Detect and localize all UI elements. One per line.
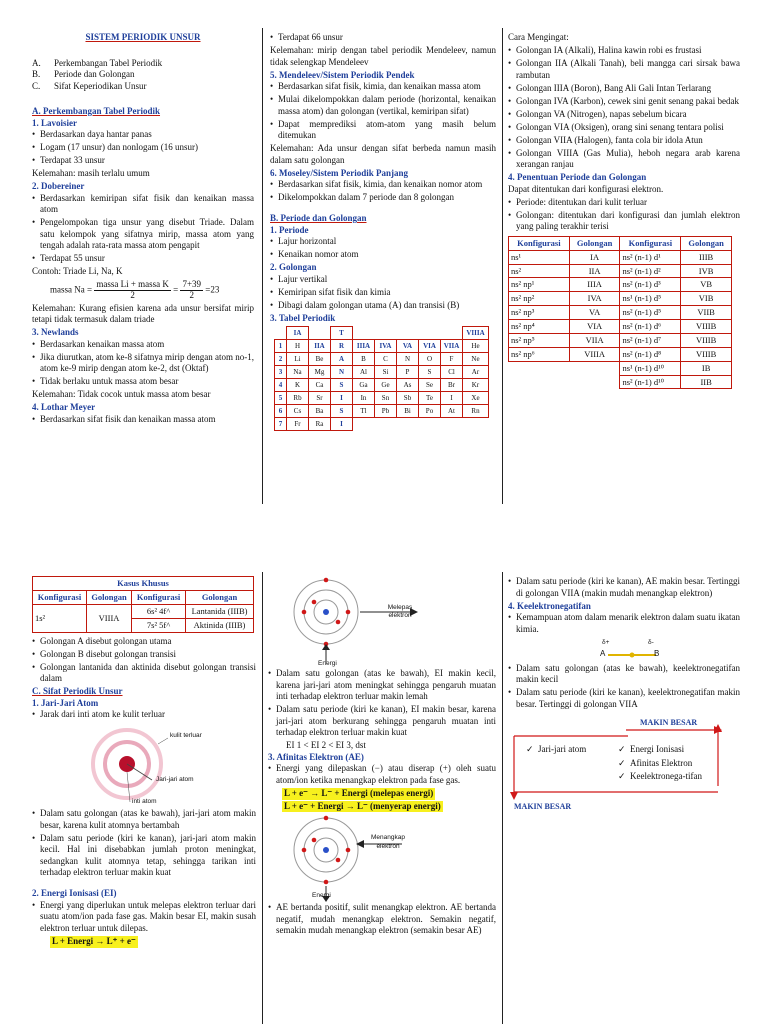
list-item: • Jika diurutkan, atom ke-8 sifatnya mirip dengan atom no-1, atom ke-9 mirip dengan atom ke-2, dst (Oktaf) (32, 352, 254, 375)
table-row: Konfigurasi Golongan Konfigurasi Golongan (509, 236, 732, 250)
column-divider-2 (502, 28, 503, 504)
table-row: 6 Cs Ba S Tl Pb Bi Po At Rn (275, 405, 489, 418)
table-row: 7 Fr Ra I (275, 418, 489, 431)
document-title: SISTEM PERIODIK UNSUR (85, 32, 201, 42)
list-item: • Dalam satu periode (kiri ke kanan), jari-jari atom makin kecil. Hal ini disebabkan jumlah proton meningkat, sedangkan kulit atomnya tetap, sehingga tarikan inti terhadap elektron terluar makin kuat (32, 833, 256, 879)
label-release-electron: Melepas elektron (387, 604, 413, 620)
label-delta-plus: δ+ (602, 638, 610, 646)
table-row: Konfigurasi Golongan Konfigurasi Golongan (33, 590, 254, 604)
lavoisier-heading: 1. Lavoisier (32, 117, 77, 128)
configuration-table (508, 236, 732, 390)
list-item: • Kemiripan sifat fisik dan kimia (270, 287, 496, 299)
list-item: • Dalam satu periode (kiri ke kanan), AE makin besar. Tertinggi di golongan VIIA (makin mudah menangkap elektron) (508, 576, 740, 599)
column-divider-3 (262, 572, 263, 1024)
list-item: • Dapat memprediksi atom-atom yang masih belum ditemukan (270, 119, 496, 142)
toc-item: A. Perkembangan Tabel Periodik (32, 57, 163, 68)
penentuan-heading: 4. Penentuan Periode dan Golongan (508, 172, 647, 183)
list-item: • Golongan B disebut golongan transisi (32, 649, 256, 661)
electron-affinity-heading: 3. Afinitas Elektron (AE) (268, 751, 364, 762)
list-item: • Kemampuan atom dalam menarik elektron dalam suatu ikatan kimia. (508, 612, 740, 635)
list-item: • Periode: ditentukan dari kulit terluar (508, 197, 740, 209)
affinity-diagram (268, 812, 496, 902)
list-item: • Dalam satu periode (kiri ke kanan), EI makin besar, karena jari-jari atom berkurang sehingga pengaruh muatan inti terhadap elektron terluar makin kuat (268, 704, 496, 739)
electronegativity-heading: 4. Keelektronegatifan (508, 600, 591, 611)
table-row: 7s² 5f^ Aktinida (IIIB) (33, 618, 254, 632)
list-item: • Terdapat 33 unsur (32, 155, 254, 167)
list-item: • Lajur horizontal (270, 236, 496, 248)
list-item: • Golongan: ditentukan dari konfigurasi dan jumlah elektron yang paling terakhir terisi (508, 210, 740, 233)
table-row: 5 Rb Sr I In Sn Sb Te I Xe (275, 392, 489, 405)
list-item: • Lajur vertikal (270, 274, 496, 286)
newlands-heading: 3. Newlands (32, 327, 79, 338)
triade-equation: massa Na = $\frac{\text{massa Li + massa K}}{2}$ = $\frac{7+39}{2}$ =23 (50, 278, 220, 300)
column-divider-4 (502, 572, 503, 1024)
list-item: • Berdasarkan kemiripan sifat fisik dan kenaikan massa atom (32, 193, 254, 216)
table-row: ns² np⁵ VIIA ns² (n-1) d⁷ VIIIB (509, 333, 732, 347)
lothar-meyer-heading: 4. Lothar Meyer (32, 402, 96, 413)
table-row: ns² np² IVA ns¹ (n-1) d⁵ VIB (509, 292, 732, 306)
list-item: • Golongan VIIIA (Gas Mulia), heboh negara arab karena xerangan ranjau (508, 148, 740, 171)
list-item: • Pengelompokan tiga unsur yang disebut Triade. Dalam satu kelompok yang sifatnya mirip, massa atom yang tengah adalah rata-rata massa atom pengapit (32, 217, 254, 252)
label-energy: Energi (318, 660, 337, 667)
dipole-diagram (508, 637, 740, 663)
list-item: • Golongan IIA (Alkali Tanah), beli mangga cari sirsak bawa rambutan (508, 58, 740, 81)
dobereiner-weakness: Kelemahan: Kurang efisien karena ada unsur bersifat mirip tetapi tidak termasuk dalam triade (32, 302, 254, 325)
page2-column1 (32, 576, 256, 1024)
mendeleev-heading: 5. Mendeleev/Sistem Periodik Pendek (270, 69, 415, 80)
list-item: • Mulai dikelompokkan dalam periode (horizontal, kenaikan massa atom) dan golongan (vertikal, kemiripan sifat) (270, 94, 496, 117)
list-item: • Logam (17 unsur) dan nonlogam (16 unsur) (32, 142, 254, 154)
column-divider-1 (262, 28, 263, 504)
list-item: • Golongan IIIA (Boron), Bang Ali Gali Intan Terlarang (508, 83, 740, 95)
atom-diagram (282, 812, 482, 902)
trend-label-top: MAKIN BESAR (640, 718, 698, 728)
list-item: ✓ Energi Ionisasi (618, 744, 708, 756)
list-item: • Dalam satu golongan (atas ke bawah), keelektronegatifan makin kecil (508, 663, 740, 686)
table-row: ns² np⁴ VIA ns² (n-1) d⁶ VIIIB (509, 320, 732, 334)
label-delta-minus: δ- (648, 638, 654, 646)
label-energy: Energi (312, 892, 331, 900)
mnemonic-heading: Cara Mengingat: (508, 32, 569, 42)
mendeleev-weakness: Kelemahan: Ada unsur dengan sifat berbeda namun masih dalam satu golongan (270, 143, 496, 165)
label-radius: Jari-jari atom (156, 776, 194, 784)
atom-diagram (282, 576, 482, 668)
list-item: ✓ Keelektronega-tifan (618, 771, 708, 783)
section-a-heading: A. Perkembangan Tabel Periodik (32, 106, 161, 117)
page2-column3 (508, 576, 740, 1024)
list-item: • Berdasarkan daya hantar panas (32, 129, 254, 141)
table-row: ns¹ (n-1) d¹⁰ IB (509, 361, 732, 375)
section-b-heading: B. Periode dan Golongan (270, 213, 367, 224)
table-row: 2 Li Be A B C N O F Ne (275, 353, 489, 366)
list-item: • Golongan VA (Nitrogen), napas sebelum bicara (508, 109, 740, 121)
list-item: • Kenaikan nomor atom (270, 249, 496, 261)
periode-heading: 1. Periode (270, 224, 309, 235)
list-item: • AE bertanda positif, sulit menangkap elektron. AE bertanda negatif, mudah menangkap elektron. Semakin negatif, semakin mudah menangkap elektron (semakin besar AE) (268, 902, 496, 937)
list-item: • Berdasarkan sifat fisik dan kenaikan massa atom (32, 414, 254, 426)
label-atom-b: B (654, 648, 660, 658)
list-item: • Terdapat 55 unsur (32, 253, 254, 265)
list-item: • Energi yang diperlukan untuk melepas elektron terluar dari suatu atom/ion pada fase gas. Makin besar EI, makin susah elektron terluar untuk dilepas. (32, 900, 256, 935)
lothar-weakness: Kelemahan: mirip dengan tabel periodik Mendeleev, namun tidak selengkap Mendeleev (270, 45, 496, 67)
list-item: • Golongan IVA (Karbon), cewek sini genit senang pakai bedak (508, 96, 740, 108)
table-row: 1s² VIIIA 6s² 4f^ Lantanida (IIIB) (33, 604, 254, 618)
list-item: • Golongan VIA (Oksigen), orang sini senang tentara polisi (508, 122, 740, 134)
ionization-diagram (268, 576, 496, 668)
ei-order: EI 1 < EI 2 < EI 3, dst (286, 740, 366, 751)
table-row: Kasus Khusus (33, 577, 254, 591)
table-row: ns² (n-1) d¹⁰ IIB (509, 375, 732, 389)
penentuan-text: Dapat ditentukan dari konfigurasi elektron. (508, 183, 664, 194)
periodic-table-heading: 3. Tabel Periodik (270, 312, 336, 323)
list-item: • Dalam satu golongan (atas ke bawah), EI makin kecil, karena jari-jari atom meningkat sehingga pengaruh muatan inti terhadap elektron terluar makin lemah (268, 668, 496, 703)
list-item: • Dibagi dalam golongan utama (A) dan transisi (B) (270, 300, 496, 312)
list-item: • Dalam satu periode (kiri ke kanan), keelektronegatifan makin besar. Tertinggi di golongan VIIA (508, 687, 740, 710)
trend-list-right (618, 744, 708, 785)
toc-list (32, 58, 254, 93)
trend-label-bottom: MAKIN BESAR (514, 802, 572, 812)
table-row: 1 H IIA R IIIA IVA VA VIA VIIA He (275, 340, 489, 353)
lavoisier-weakness: Kelemahan: masih terlalu umum (32, 168, 150, 179)
toc-item: C. Sifat Keperiodikan Unsur (32, 80, 147, 91)
section-c-heading: C. Sifat Periodik Unsur (32, 686, 123, 697)
table-row: ns² IIA ns² (n-1) d² IVB (509, 264, 732, 278)
atomic-radius-heading: 1. Jari-Jari Atom (32, 697, 99, 708)
list-item: • Golongan VIIA (Halogen), fanta cola bir idola Atun (508, 135, 740, 147)
trend-diagram (508, 718, 740, 822)
affinity-equation-2: L + e⁻ + Energi → L⁻ (menyerap energi) (284, 800, 441, 811)
atom-radius-diagram (32, 722, 256, 808)
golongan-heading: 2. Golongan (270, 262, 317, 273)
label-nucleus: inti atom (132, 798, 157, 806)
affinity-equation-1: L + e⁻ → L⁻ + Energi (melepas energi) (284, 788, 434, 799)
list-item: • Dalam satu golongan (atas ke bawah), jari-jari atom makin besar, karena kulit atomnya bertambah (32, 808, 256, 831)
label-capture-electron: Menangkap elektron (371, 834, 405, 850)
list-item: • Tidak berlaku untuk massa atom besar (32, 376, 254, 388)
list-item: • Jarak dari inti atom ke kulit terluar (32, 709, 256, 721)
page1-column3 (508, 32, 740, 502)
list-item: • Berdasarkan sifat fisik, kimia, dan kenaikan nomor atom (270, 179, 496, 191)
list-item: • Dikelompokkan dalam 7 periode dan 8 golongan (270, 192, 496, 204)
table-row: 4 K Ca S Ga Ge As Se Br Kr (275, 379, 489, 392)
table-row: ns² np¹ IIIA ns² (n-1) d³ VB (509, 278, 732, 292)
special-case-table (32, 576, 254, 633)
list-item: • Energi yang dilepaskan (−) atau diserap (+) oleh suatu atom/ion ketika menangkap elektron pada fase gas. (268, 763, 496, 786)
list-item: • Berdasarkan sifat fisik, kimia, dan kenaikan massa atom (270, 81, 496, 93)
page1-column1 (32, 32, 254, 502)
ionization-heading: 2. Energi Ionisasi (EI) (32, 888, 117, 899)
page2-column2 (268, 576, 496, 1024)
label-outer-shell: kulit terluar (170, 732, 202, 740)
moseley-heading: 6. Moseley/Sistem Periodik Panjang (270, 167, 408, 178)
triade-example: Contoh: Triade Li, Na, K (32, 266, 123, 277)
periodic-table (274, 326, 489, 431)
toc-item: B. Periode dan Golongan (32, 69, 135, 80)
table-row: 3 Na Mg N Al Si P S Cl Ar (275, 366, 489, 379)
trend-item-left: ✓ Jari-jari atom (526, 744, 606, 756)
list-item: • Golongan A disebut golongan utama (32, 636, 256, 648)
label-atom-a: A (600, 648, 606, 658)
newlands-weakness: Kelemahan: Tidak cocok untuk massa atom besar (32, 389, 211, 400)
list-item: • Golongan IA (Alkali), Halina kawin robi es frustasi (508, 45, 740, 57)
list-item: • Terdapat 66 unsur (270, 32, 496, 44)
table-row: ns² np⁶ VIIIA ns² (n-1) d⁸ VIIIB (509, 347, 732, 361)
ionization-equation: L + Energi → L⁺ + e⁻ (52, 936, 136, 947)
page1-column2 (270, 32, 496, 502)
list-item: ✓ Afinitas Elektron (618, 758, 708, 770)
dobereiner-heading: 2. Dobereiner (32, 181, 85, 192)
table-row: IA T VIIIA (275, 327, 489, 340)
list-item: • Berdasarkan kenaikan massa atom (32, 339, 254, 351)
table-row: ns² np³ VA ns² (n-1) d⁵ VIIB (509, 306, 732, 320)
table-row: ns¹ IA ns² (n-1) d¹ IIIB (509, 250, 732, 264)
list-item: • Golongan lantanida dan aktinida disebut golongan transisi dalam (32, 662, 256, 685)
